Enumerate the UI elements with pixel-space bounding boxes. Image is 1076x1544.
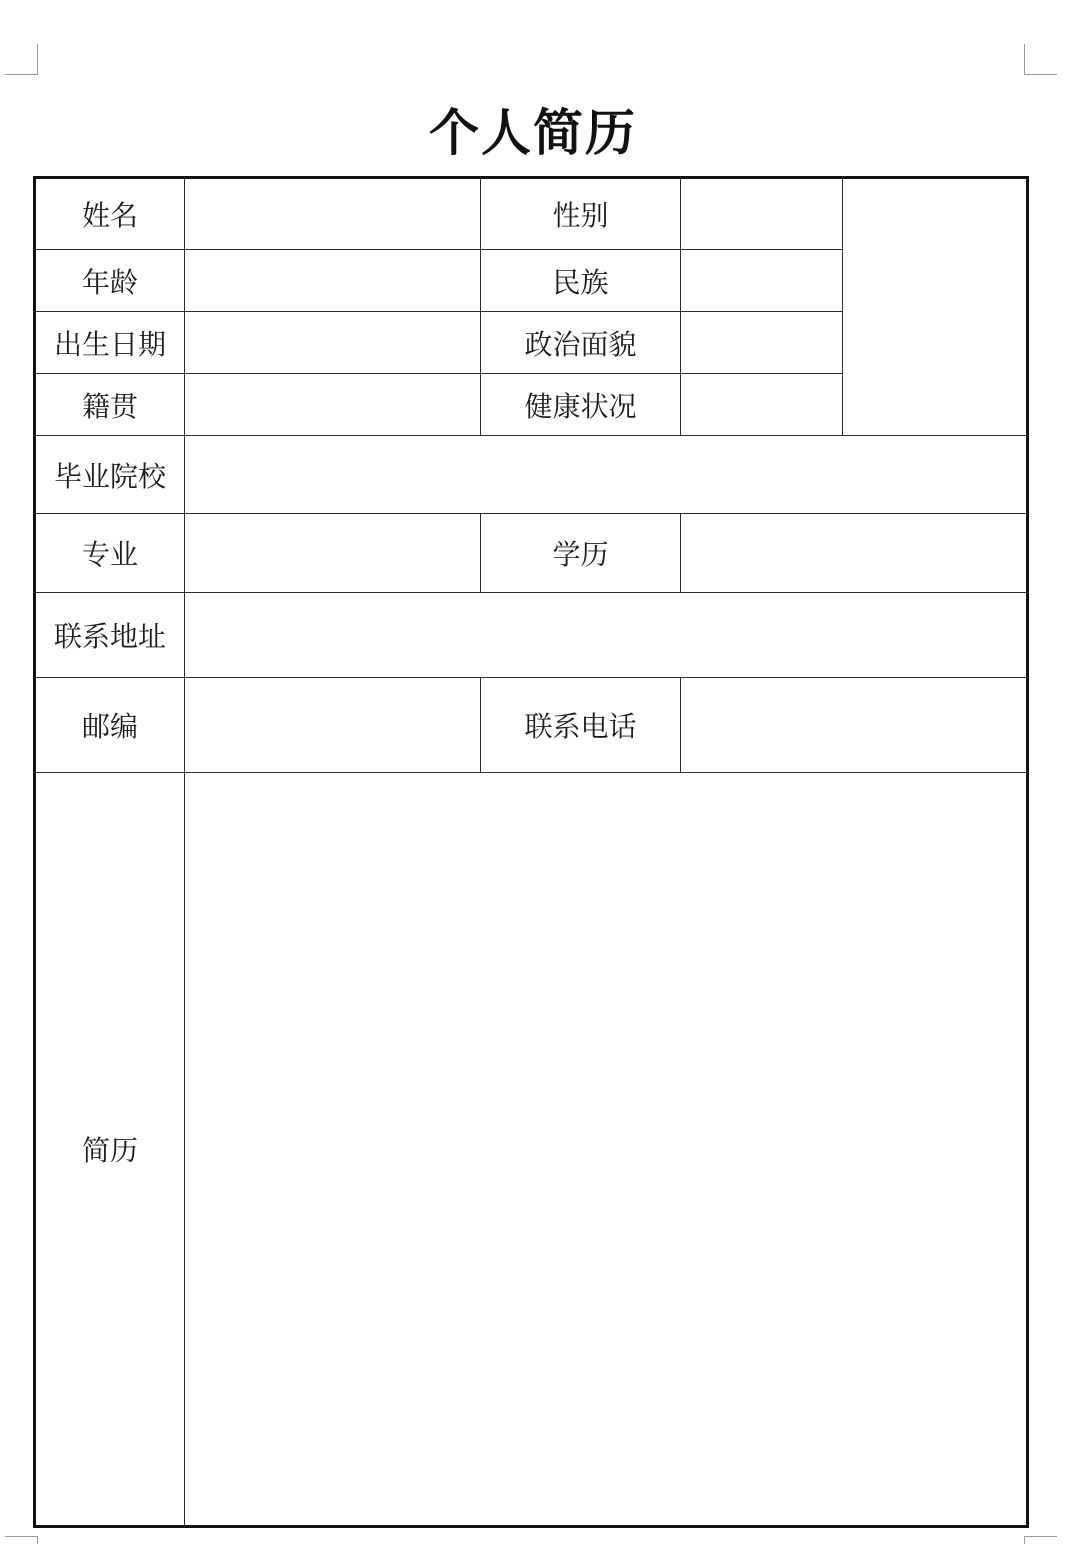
form-row-name — [35, 178, 1028, 250]
birth-date-label: 出生日期 — [35, 312, 185, 374]
native-place-label: 籍贯 — [35, 374, 185, 436]
age-field[interactable] — [185, 250, 481, 312]
ethnicity-label: 民族 — [481, 250, 681, 312]
health-label: 健康状况 — [481, 374, 681, 436]
name-field[interactable] — [185, 178, 481, 250]
name-label: 姓名 — [35, 178, 185, 250]
phone-label: 联系电话 — [481, 678, 681, 773]
resume-label: 简历 — [35, 773, 185, 1527]
school-field[interactable] — [185, 436, 1028, 514]
health-field[interactable] — [681, 374, 843, 436]
education-label: 学历 — [481, 514, 681, 593]
gender-label: 性别 — [481, 178, 681, 250]
school-label: 毕业院校 — [35, 436, 185, 514]
form-row-major — [35, 514, 1028, 593]
age-label: 年龄 — [35, 250, 185, 312]
photo-box — [843, 178, 1028, 436]
form-row-resume — [35, 773, 1028, 1527]
form-row-school — [35, 436, 1028, 514]
address-label: 联系地址 — [35, 593, 185, 678]
ethnicity-field[interactable] — [681, 250, 843, 312]
crop-mark-top-right — [1024, 44, 1057, 75]
postal-code-label: 邮编 — [35, 678, 185, 773]
resume-form-table — [33, 176, 1029, 1528]
form-row-postal-code — [35, 678, 1028, 773]
postal-code-field[interactable] — [185, 678, 481, 773]
native-place-field[interactable] — [185, 374, 481, 436]
major-field[interactable] — [185, 514, 481, 593]
political-status-label: 政治面貌 — [481, 312, 681, 374]
phone-field[interactable] — [681, 678, 1028, 773]
page-title: 个人简历 — [429, 104, 637, 162]
form-row-address — [35, 593, 1028, 678]
address-field[interactable] — [185, 593, 1028, 678]
birth-date-field[interactable] — [185, 312, 481, 374]
major-label: 专业 — [35, 514, 185, 593]
education-field[interactable] — [681, 514, 1028, 593]
crop-mark-top-left — [5, 44, 38, 75]
resume-field[interactable] — [185, 773, 1028, 1527]
political-status-field[interactable] — [681, 312, 843, 374]
gender-field[interactable] — [681, 178, 843, 250]
